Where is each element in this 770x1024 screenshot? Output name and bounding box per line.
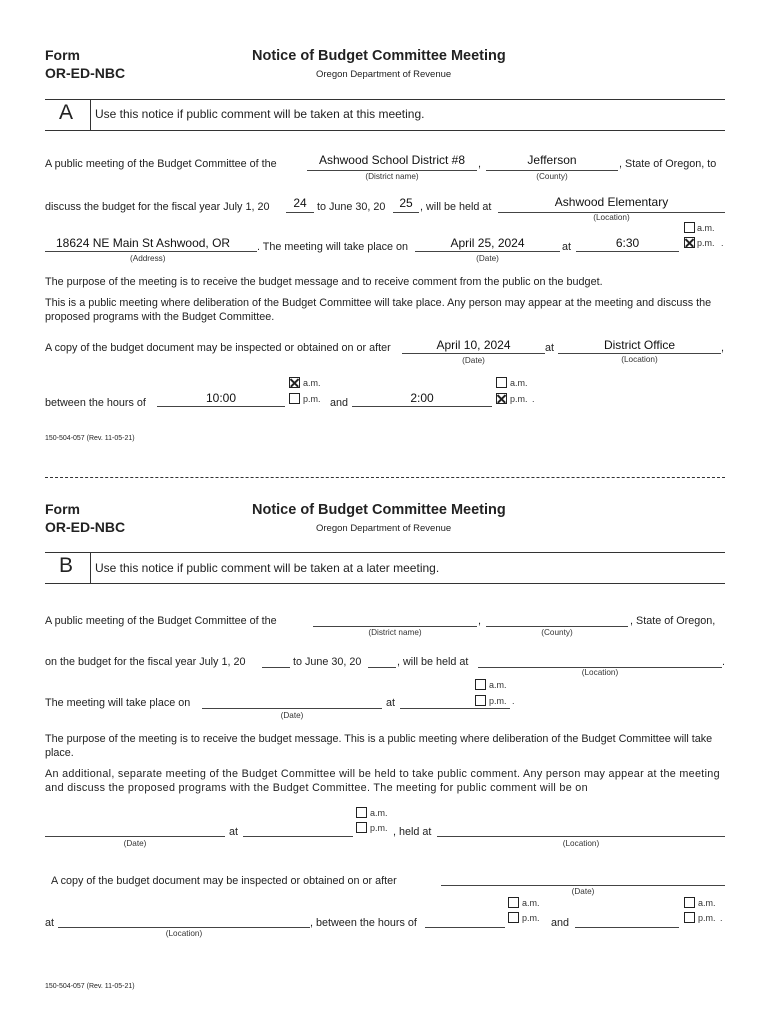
year-start-field[interactable]: 24 [293, 196, 307, 210]
cap-copy-date-a: (Date) [462, 356, 485, 365]
am-label: a.m. [489, 680, 507, 690]
pm-label: p.m. [698, 913, 716, 923]
cap-date-b: (Date) [280, 711, 304, 720]
purpose-a: The purpose of the meeting is to receive the budget message and to receive comment from the public on the budget. [45, 276, 603, 288]
am-label: a.m. [697, 223, 715, 233]
section-letter-b: B [59, 554, 74, 577]
start-am-checkbox[interactable] [289, 377, 300, 388]
cut-line [45, 477, 725, 478]
agency-a: Oregon Department of Revenue [316, 69, 452, 80]
meeting-am-checkbox-b[interactable] [475, 679, 486, 690]
year-start-field-b[interactable] [262, 667, 290, 668]
copy-date-field[interactable]: April 10, 2024 [436, 338, 511, 352]
cap-date-a: (Date) [476, 254, 499, 263]
at-a: at [562, 241, 572, 253]
cap-county-a: (County) [536, 172, 568, 181]
copy-at-b: at [45, 917, 55, 929]
end-pm-checkbox-b[interactable] [684, 912, 695, 923]
am-label: a.m. [510, 378, 528, 388]
copy-text-b: A copy of the budget document may be inspected or obtained on or after [51, 875, 397, 887]
end-am-checkbox-b[interactable] [684, 897, 695, 908]
hours-text-a: between the hours of [45, 397, 146, 409]
meeting-pm-checkbox-b[interactable] [475, 695, 486, 706]
meeting-am-checkbox[interactable] [684, 222, 695, 233]
purpose-b: The purpose of the meeting is to receive the budget message. This is a public meeting where deliberation of the Budget Committee will take place. [45, 733, 713, 759]
cap-copy-date-b: (Date) [571, 887, 595, 896]
meeting-time-field[interactable]: 6:30 [615, 236, 640, 250]
form-title-a: Notice of Budget Committee Meeting [252, 48, 506, 64]
meeting-time-field-b[interactable] [400, 708, 510, 709]
pm-label: p.m. [370, 823, 388, 833]
end-am-checkbox[interactable] [496, 377, 507, 388]
cap-comment-date-b: (Date) [123, 839, 147, 848]
section-letter-a: A [59, 101, 74, 124]
year-end-field-b[interactable] [368, 667, 396, 668]
public-text-a: This is a public meeting where deliberation of the Budget Committee will take place. Any person may appear at the meeting and discuss the proposed programs with the Budget Committee. [45, 297, 712, 323]
agency-b: Oregon Department of Revenue [316, 523, 452, 534]
cap-comment-location-b: (Location) [562, 839, 600, 848]
copy-text-a: A copy of the budget document may be inspected or obtained on or after [45, 342, 391, 354]
county-field[interactable]: Jefferson [527, 153, 577, 167]
cap-copy-location-b: (Location) [165, 929, 203, 938]
line2-mid-b: to June 30, 20 [293, 656, 362, 668]
comment-pm-checkbox-b[interactable] [356, 822, 367, 833]
pm-label: p.m. [510, 394, 528, 404]
line1-suffix-a: , State of Oregon, to [619, 158, 717, 170]
copy-date-field-b[interactable] [441, 885, 725, 886]
address-field[interactable]: 18624 NE Main St Ashwood, OR [56, 236, 231, 250]
line2-prefix-b: on the budget for the fiscal year July 1, 20 [45, 656, 246, 668]
end-pm-checkbox[interactable] [496, 393, 507, 404]
form-code-b: OR-ED-NBC [45, 519, 126, 535]
form-code-a: OR-ED-NBC [45, 65, 126, 81]
hour-start-field[interactable]: 10:00 [205, 391, 237, 405]
line1-prefix-b: A public meeting of the Budget Committee of the [45, 615, 277, 627]
line1-suffix-b: , State of Oregon, [630, 615, 716, 627]
line2-mid-a: to June 30, 20 [317, 201, 386, 213]
meeting-pm-checkbox[interactable] [684, 237, 695, 248]
meeting-date-field[interactable]: April 25, 2024 [450, 236, 525, 250]
section-header-a: Use this notice if public comment will be taken at this meeting. [95, 107, 425, 121]
hour-start-field-b[interactable] [425, 927, 505, 928]
pm-label: p.m. [303, 394, 321, 404]
form-word-b: Form [45, 501, 80, 517]
location-field[interactable]: Ashwood Elementary [554, 195, 669, 209]
district-name-field-b[interactable] [313, 626, 477, 627]
cap-district-a: (District name) [365, 172, 419, 181]
pm-label: p.m. [489, 696, 507, 706]
start-pm-checkbox-b[interactable] [508, 912, 519, 923]
line2-prefix-a: discuss the budget for the fiscal year July 1, 20 [45, 201, 270, 213]
hours-text-b: , between the hours of [310, 917, 417, 929]
form-word-a: Form [45, 47, 80, 63]
copy-location-field-b[interactable] [58, 927, 310, 928]
copy-at-a: at [545, 342, 555, 354]
meeting-date-field-b[interactable] [202, 708, 382, 709]
meeting-text-a: . The meeting will take place on [257, 241, 409, 253]
at-b: at [386, 697, 396, 709]
comment-time-field-b[interactable] [243, 836, 353, 837]
cap-address-a: (Address) [130, 254, 166, 263]
comment-date-field-b[interactable] [45, 836, 225, 837]
meeting-text-b: The meeting will take place on [45, 697, 191, 709]
hours-and-a: and [330, 397, 349, 409]
am-label: a.m. [370, 808, 388, 818]
pm-label: p.m. [522, 913, 540, 923]
hours-and-b: and [551, 917, 570, 929]
hour-end-field-b[interactable] [575, 927, 679, 928]
district-name-field[interactable]: Ashwood School District #8 [318, 153, 466, 167]
line1-prefix-a: A public meeting of the Budget Committee of the [45, 158, 277, 170]
form-title-b: Notice of Budget Committee Meeting [252, 502, 506, 518]
am-label: a.m. [698, 898, 716, 908]
cap-county-b: (County) [541, 628, 573, 637]
section-header-b: Use this notice if public comment will be taken at a later meeting. [95, 561, 440, 575]
line2-suffix-a: , will be held at [420, 201, 492, 213]
pm-label: p.m. [697, 238, 715, 248]
footer-b: 150-504-057 (Rev. 11-05-21) [45, 983, 135, 990]
comment-location-field-b[interactable] [437, 836, 725, 837]
additional-b: An additional, separate meeting of the Budget Committee will be held to take public comment. Any person may appear at the meeting and discuss the proposed programs with the Budget Committee. The meeting for public comment will be on [45, 768, 720, 794]
am-label: a.m. [522, 898, 540, 908]
hour-end-field[interactable]: 2:00 [410, 391, 434, 405]
start-am-checkbox-b[interactable] [508, 897, 519, 908]
start-pm-checkbox[interactable] [289, 393, 300, 404]
line2-suffix-b: , will be held at [397, 656, 469, 668]
held-at-b: , held at [393, 826, 432, 838]
comment-am-checkbox-b[interactable] [356, 807, 367, 818]
county-field-b[interactable] [486, 626, 628, 627]
cap-district-b: (District name) [368, 628, 422, 637]
am-label: a.m. [303, 378, 321, 388]
cap-location-a: (Location) [593, 213, 630, 222]
footer-a: 150-504-057 (Rev. 11-05-21) [45, 435, 135, 442]
cap-copy-location-a: (Location) [621, 355, 658, 364]
comment-at-b: at [229, 826, 239, 838]
copy-location-field[interactable]: District Office [603, 338, 676, 352]
year-end-field[interactable]: 25 [399, 196, 413, 210]
cap-location-b: (Location) [581, 668, 619, 677]
